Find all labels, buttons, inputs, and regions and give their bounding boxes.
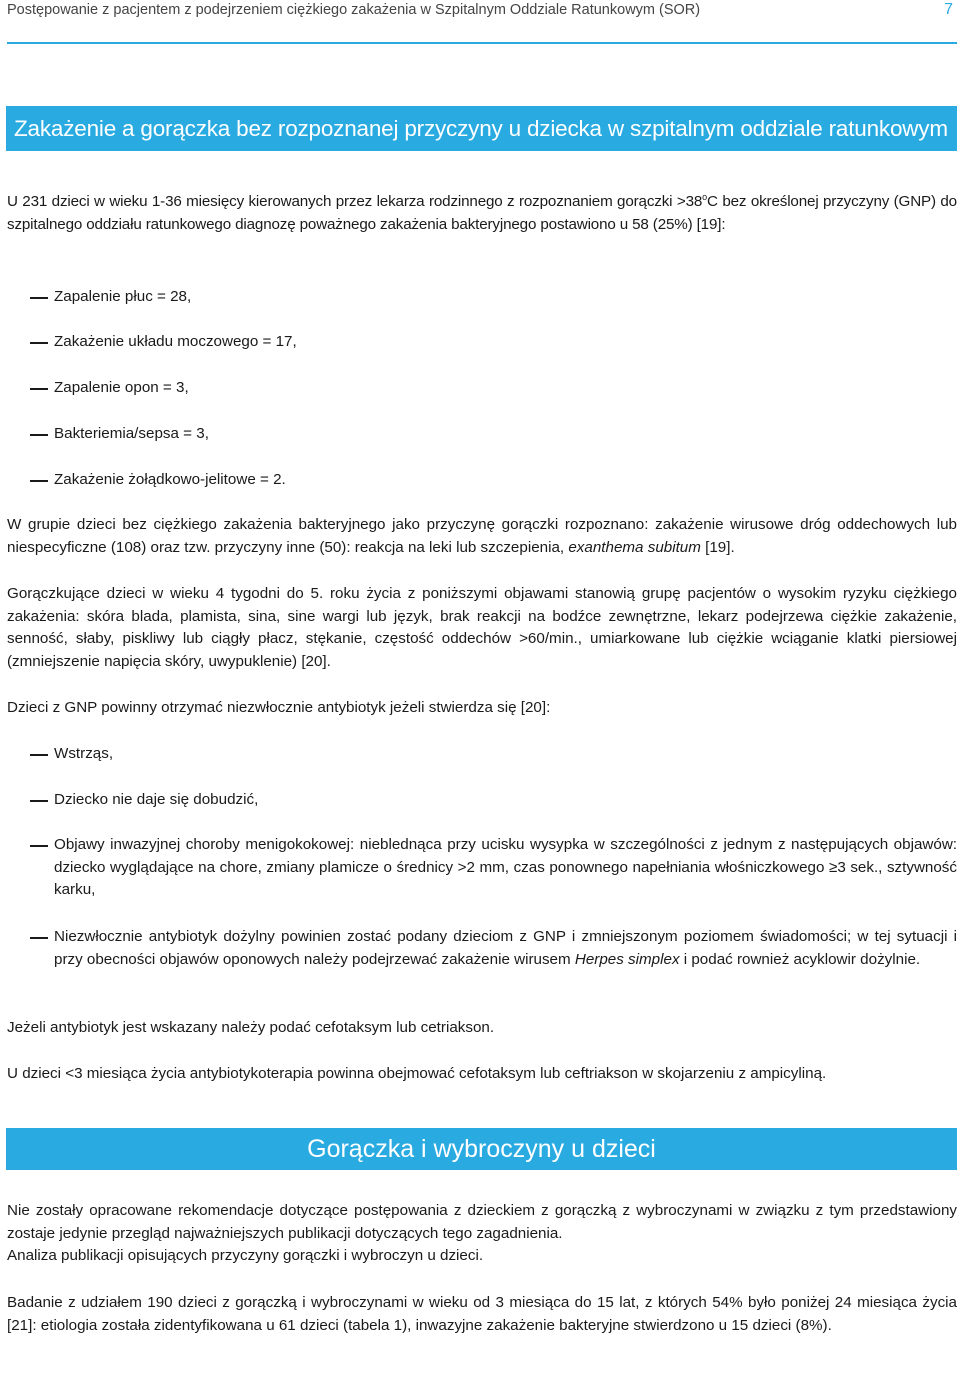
analysis-text: Analiza publikacji opisujących przyczyny gorączki i wybroczyn u dzieci. xyxy=(7,1247,484,1265)
infant-text: U dzieci <3 miesiąca życia antybiotykoterapia powinna obejmować cefotaksym lub ceftriakson w skojarzeniu z ampicyliną. xyxy=(7,1065,827,1082)
degree-sign: o xyxy=(702,191,708,202)
list-item: Dziecko nie daje się dobudzić, xyxy=(30,789,957,812)
viral-paragraph xyxy=(7,514,957,559)
list-item: Zapalenie opon = 3, xyxy=(30,377,957,400)
fever-risk-text: Gorączkujące dzieci w wieku 4 tygodni do 5. roku życia z poniższymi objawami stanowią grupę pacjentów o wysokim ryzyku ciężkiego zakażenia: skóra blada, plamista, sina, sine wargi lub język, brak reakcji na bodźce zewnętrzne, lekarz podejrzewa ciężkie zakażenie, senność, słaby, piskliwy lub ciągły płacz, stękanie, częstość oddechów >60/min., umiarkowane lub ciężkie wciąganie klatki piersiowej (zmniejszenie napięcia skóry, uwypuklenie) [20]. xyxy=(7,585,957,670)
list-item-italic-term: Herpes simplex xyxy=(574,950,680,968)
intro-text-part1: U 231 dzieci w wieku 1-36 miesięcy kierowanych przez lekarza rodzinnego z rozpoznaniem gorączki >38 xyxy=(7,193,703,210)
header-rule xyxy=(7,42,957,44)
list-item-text-part2: i podać rownież acyklowir dożylnie. xyxy=(679,950,921,968)
recommendations-text: Nie zostały opracowane rekomendacje dotyczące postępowania z dzieckiem z gorączką z wybroczynami w związku z tym przedstawiony zostaje jedynie przegląd najważniejszych publikacji dotyczących tego zagadnienia. xyxy=(7,1202,957,1242)
list-item xyxy=(30,926,957,971)
list-item: Zapalenie płuc = 28, xyxy=(30,286,957,309)
list-item: Bakteriemia/sepsa = 3, xyxy=(30,423,957,446)
study-text: Badanie z udziałem 190 dzieci z gorączką i wybroczynami w wieku od 3 miesiąca do 15 lat, z których 54% było poniżej 24 miesiąca życia [21]: etiologia została zidentyfikowana u 61 dzieci (tabela 1), inwazyjne zakażenie bakteryjne stwierdzono u 15 dzieci (8%). xyxy=(7,1294,957,1334)
gnp-intro-text: Dzieci z GNP powinny otrzymać niezwłocznie antybiotyk jeżeli stwierdza się [20]: xyxy=(7,699,551,716)
section-heading: Gorączka i wybroczyny u dzieci xyxy=(6,1128,957,1170)
antibiotic-text: Jeżeli antybiotyk jest wskazany należy podać cefotaksym lub cetriakson. xyxy=(7,1019,495,1036)
infant-paragraph xyxy=(7,1063,957,1086)
study-paragraph xyxy=(7,1292,957,1337)
viral-text-part1: W grupie dzieci bez ciężkiego zakażenia bakteryjnego jako przyczynę gorączki rozpoznano: zakażenie wirusowe dróg oddechowych lub niespecyficzne (108) oraz tzw. przyczyny inne (50): reakcja na leki lub szczepienia, xyxy=(7,516,957,556)
running-header xyxy=(7,0,953,22)
gnp-intro-paragraph xyxy=(7,697,957,720)
antibiotic-paragraph xyxy=(7,1017,957,1040)
viral-text-part2: [19]. xyxy=(700,538,735,556)
list-item: Zakażenie żołądkowo-jelitowe = 2. xyxy=(30,469,957,492)
recommendations-paragraph xyxy=(7,1200,957,1268)
list-item: Zakażenie układu moczowego = 17, xyxy=(30,331,957,354)
list-item-text-part1: Niezwłocznie antybiotyk dożylny powinien zostać podany dzieciom z GNP i zmniejszonym poziomem świadomości; w tej sytuacji i przy obecności objawów oponowych należy podejrzewać zakażenie wirusem xyxy=(54,928,957,968)
list-item: Objawy inwazyjnej choroby menigokokowej: nieblednąca przy ucisku wysypka w szczególności z jednym z następujących objawów: dziecko wyglądające na chore, zmiany plamicze o średnicy >2 mm, czas ponownego napełniania włośniczkowego ≥3 sek., sztywność karku, xyxy=(30,834,957,902)
page-number: 7 xyxy=(944,1,953,18)
list-item: Wstrząs, xyxy=(30,743,957,766)
intro-text-part2: C bez określonej przyczyny (GNP) do szpitalnego oddziału ratunkowego diagnozę poważnego zakażenia bakteryjnego postawiono u 58 (25%) [19]: xyxy=(7,193,957,233)
fever-risk-paragraph xyxy=(7,583,957,673)
section-heading: Zakażenie a gorączka bez rozpoznanej przyczyny u dziecka w szpitalnym oddziale ratunkowym xyxy=(6,106,957,151)
intro-paragraph xyxy=(7,191,957,236)
viral-italic-term: exanthema subitum xyxy=(568,538,701,556)
header-title: Postępowanie z pacjentem z podejrzeniem ciężkiego zakażenia w Szpitalnym Oddziale Ratunkowym (SOR) xyxy=(7,2,701,18)
